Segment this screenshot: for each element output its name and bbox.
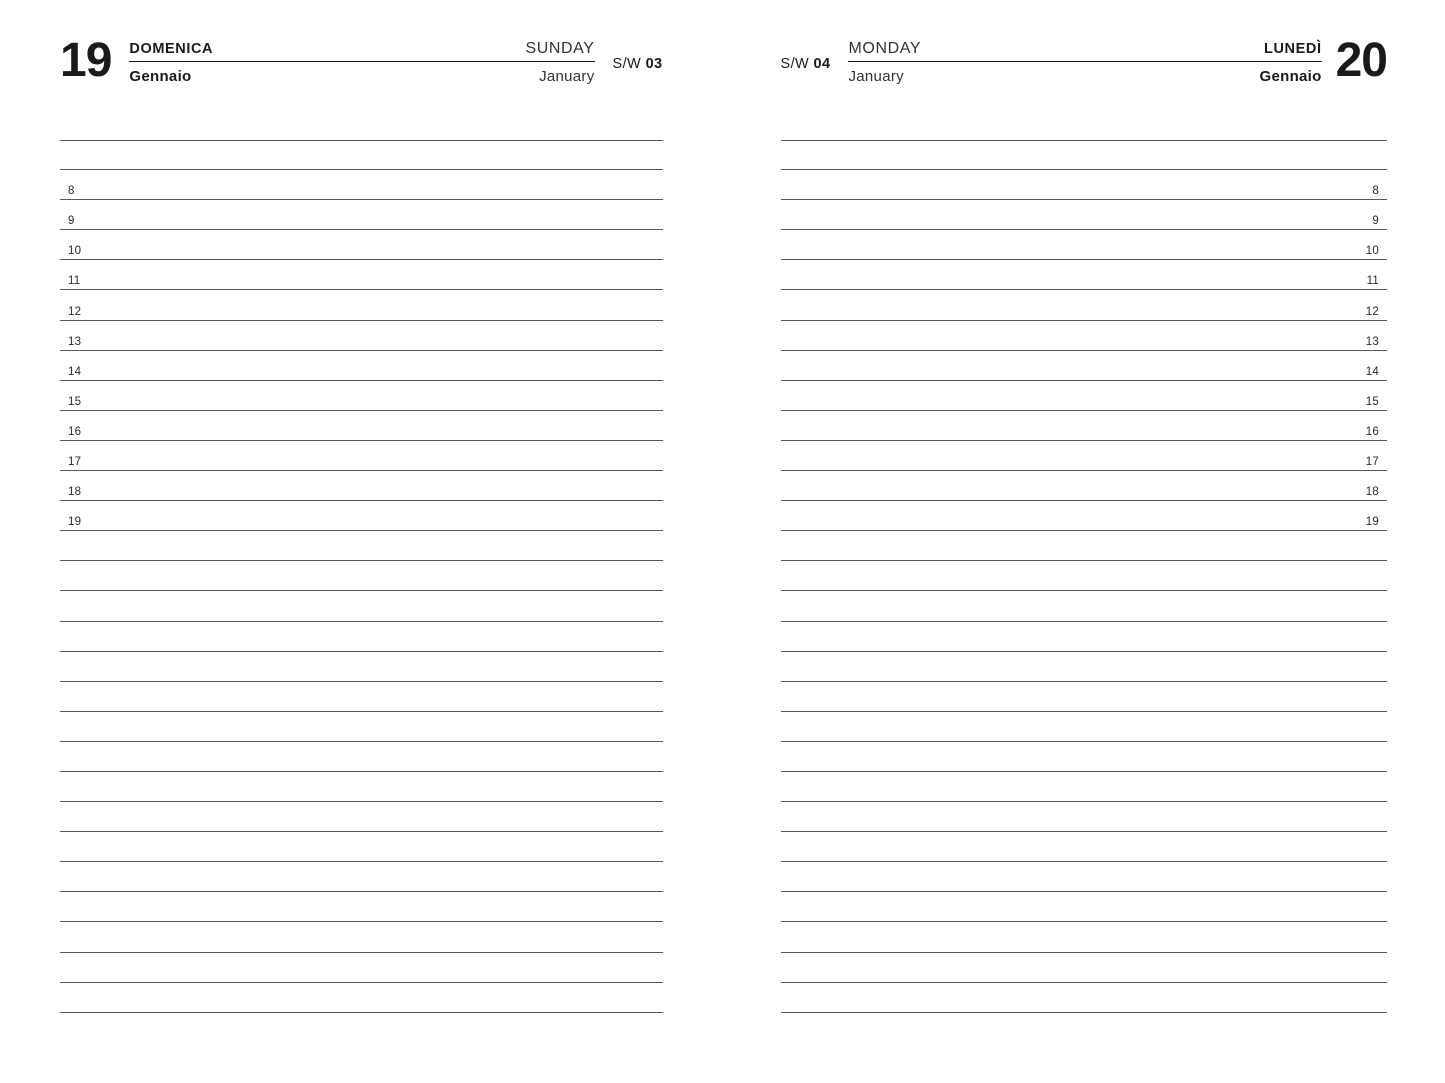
week-value: 03 [645,56,663,72]
rule-line[interactable] [781,230,1388,260]
page-header-left [0,0,723,87]
weekday-english: SUNDAY [525,40,595,57]
rule-line[interactable] [781,742,1388,772]
hour-label: 11 [1366,275,1379,288]
rule-line[interactable] [60,260,663,290]
hour-label: 8 [68,185,75,198]
day-names-block [129,38,594,85]
hour-label: 13 [1365,335,1379,348]
hour-label: 12 [1365,305,1379,318]
rule-line[interactable] [60,140,663,170]
rule-line[interactable] [60,170,663,200]
rule-line[interactable] [781,922,1388,952]
rule-line[interactable] [781,682,1388,712]
rule-line[interactable] [781,200,1388,230]
rule-line[interactable] [781,983,1388,1013]
weekday-row [848,40,1321,62]
rule-line[interactable] [60,591,663,621]
rule-line[interactable] [60,381,663,411]
rule-line[interactable] [781,140,1388,170]
rule-line[interactable] [60,862,663,892]
rule-line[interactable] [781,381,1388,411]
rule-line[interactable] [781,290,1388,320]
rule-line[interactable] [781,772,1388,802]
rule-line[interactable] [60,561,663,591]
rule-line[interactable] [60,230,663,260]
rule-line[interactable] [60,832,663,862]
rule-line[interactable] [781,561,1388,591]
rule-line[interactable] [60,682,663,712]
rule-line[interactable] [60,652,663,682]
rule-line[interactable] [60,501,663,531]
weekday-italian: LUNEDÌ [1264,41,1322,57]
rule-line[interactable] [781,441,1388,471]
rule-line[interactable] [60,200,663,230]
rule-line[interactable] [60,321,663,351]
hour-label: 14 [68,365,82,378]
month-english: January [848,68,904,85]
hour-label: 15 [68,395,82,408]
rule-line[interactable] [60,712,663,742]
rule-line[interactable] [60,441,663,471]
rule-line[interactable] [60,802,663,832]
diary-page-right [723,0,1445,1083]
hour-label: 16 [68,425,82,438]
rule-line[interactable] [60,411,663,441]
weekday-italian: DOMENICA [129,41,214,57]
rule-line[interactable] [781,622,1388,652]
hour-label: 16 [1365,425,1379,438]
hour-label: 11 [68,275,81,288]
month-italian: Gennaio [129,68,192,85]
weekday-english: MONDAY [848,40,922,57]
ruled-lines-left [60,140,663,1035]
week-number-right [781,38,831,72]
hour-label: 18 [68,486,82,499]
hour-label: 9 [1372,215,1379,228]
rule-line[interactable] [60,742,663,772]
hour-label: 15 [1365,395,1379,408]
ruled-lines-right [781,140,1388,1035]
rule-line[interactable] [781,832,1388,862]
week-prefix: S/W [780,56,810,72]
rule-line[interactable] [781,591,1388,621]
weekday-row [129,40,594,62]
rule-line[interactable] [60,922,663,952]
week-value: 04 [813,56,831,72]
hour-label: 13 [68,335,82,348]
week-number-left [613,38,663,72]
hour-label: 19 [1365,516,1379,529]
rule-line[interactable] [781,892,1388,922]
week-prefix: S/W [612,56,642,72]
hour-label: 9 [68,215,75,228]
hour-label: 8 [1372,185,1379,198]
day-number: 19 [60,34,112,87]
hour-label: 17 [68,456,82,469]
month-row [129,62,594,85]
rule-line[interactable] [781,501,1388,531]
rule-line[interactable] [60,471,663,501]
hour-label: 18 [1365,486,1379,499]
rule-line[interactable] [781,712,1388,742]
rule-line[interactable] [60,772,663,802]
hour-label: 10 [1365,245,1379,258]
rule-line[interactable] [781,170,1388,200]
rule-line[interactable] [60,953,663,983]
rule-line[interactable] [60,531,663,561]
rule-line[interactable] [60,892,663,922]
rule-line[interactable] [781,953,1388,983]
rule-line[interactable] [781,471,1388,501]
rule-line[interactable] [781,652,1388,682]
rule-line[interactable] [781,802,1388,832]
month-italian: Gennaio [1259,68,1322,85]
rule-line[interactable] [781,260,1388,290]
hour-label: 19 [68,516,82,529]
hour-label: 12 [68,305,82,318]
month-row [848,62,1321,85]
rule-line[interactable] [781,411,1388,441]
hour-label: 17 [1365,456,1379,469]
day-number: 20 [1335,34,1387,87]
rule-line[interactable] [781,531,1388,561]
month-english: January [539,68,595,85]
page-header-right [723,0,1445,87]
day-names-block [848,38,1321,85]
rule-line[interactable] [60,983,663,1013]
hour-label: 10 [68,245,82,258]
rule-line[interactable] [781,862,1388,892]
rule-line[interactable] [781,351,1388,381]
hour-label: 14 [1365,365,1379,378]
rule-line[interactable] [60,290,663,320]
rule-line[interactable] [60,351,663,381]
rule-line[interactable] [60,622,663,652]
rule-line[interactable] [781,321,1388,351]
